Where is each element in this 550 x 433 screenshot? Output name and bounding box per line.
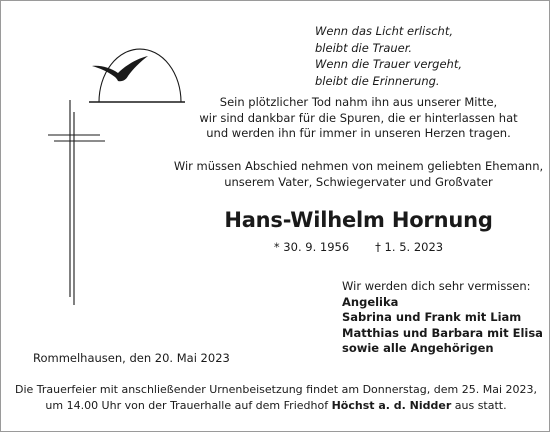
intro-line: unserem Vater, Schwiegervater und Großvater: [224, 174, 493, 189]
ceremony-line-1: Die Trauerfeier mit anschließender Urnenbeisetzung findet am Donnerstag, dem 25. Mai 2023,: [14, 383, 537, 396]
ceremony-suffix: aus statt.: [451, 398, 507, 412]
mourners-block: [342, 279, 547, 357]
mourner-name: sowie alle Angehörigen: [342, 341, 494, 355]
bird-icon: [92, 56, 148, 81]
tribute-line: und werden ihn für immer in unseren Herzen tragen.: [206, 126, 511, 140]
mourner-name: Sabrina und Frank mit Liam: [342, 310, 522, 324]
poem: [315, 23, 535, 89]
tribute-line: Sein plötzlicher Tod nahm ihn aus unserer Mitte,: [219, 95, 498, 109]
poem-line: bleibt die Erinnerung.: [315, 73, 440, 88]
deceased-name: Hans-Wilhelm Hornung: [224, 208, 493, 232]
death-date: † 1. 5. 2023: [375, 240, 444, 254]
mourner-name: Angelika: [342, 294, 399, 309]
poem-line: Wenn die Trauer vergeht,: [315, 57, 462, 71]
ceremony-info: [1, 382, 550, 413]
cemetery-place: Höchst a. d. Nidder: [331, 398, 452, 412]
intro-line: Wir müssen Abschied nehmen von meinem geliebten Ehemann,: [173, 159, 544, 173]
mourners-heading: Wir werden dich sehr vermissen:: [342, 279, 531, 293]
farewell-intro: [166, 159, 550, 190]
ceremony-time: um 14.00 Uhr von der Trauerhalle auf dem Friedhof: [45, 398, 332, 412]
life-dates: [166, 239, 550, 255]
tribute-line: wir sind dankbar für die Spuren, die er hinterlassen hat: [199, 110, 518, 125]
poem-line: Wenn das Licht erlischt,: [315, 24, 454, 38]
mourner-name: Matthias und Barbara mit Elisa: [342, 325, 543, 340]
ceremony-line-2: [1, 398, 550, 414]
tribute-text: [166, 95, 550, 142]
birth-date: * 30. 9. 1956: [273, 240, 350, 254]
poem-line: bleibt die Trauer.: [315, 40, 413, 55]
place-and-date: Rommelhausen, den 20. Mai 2023: [33, 351, 230, 365]
